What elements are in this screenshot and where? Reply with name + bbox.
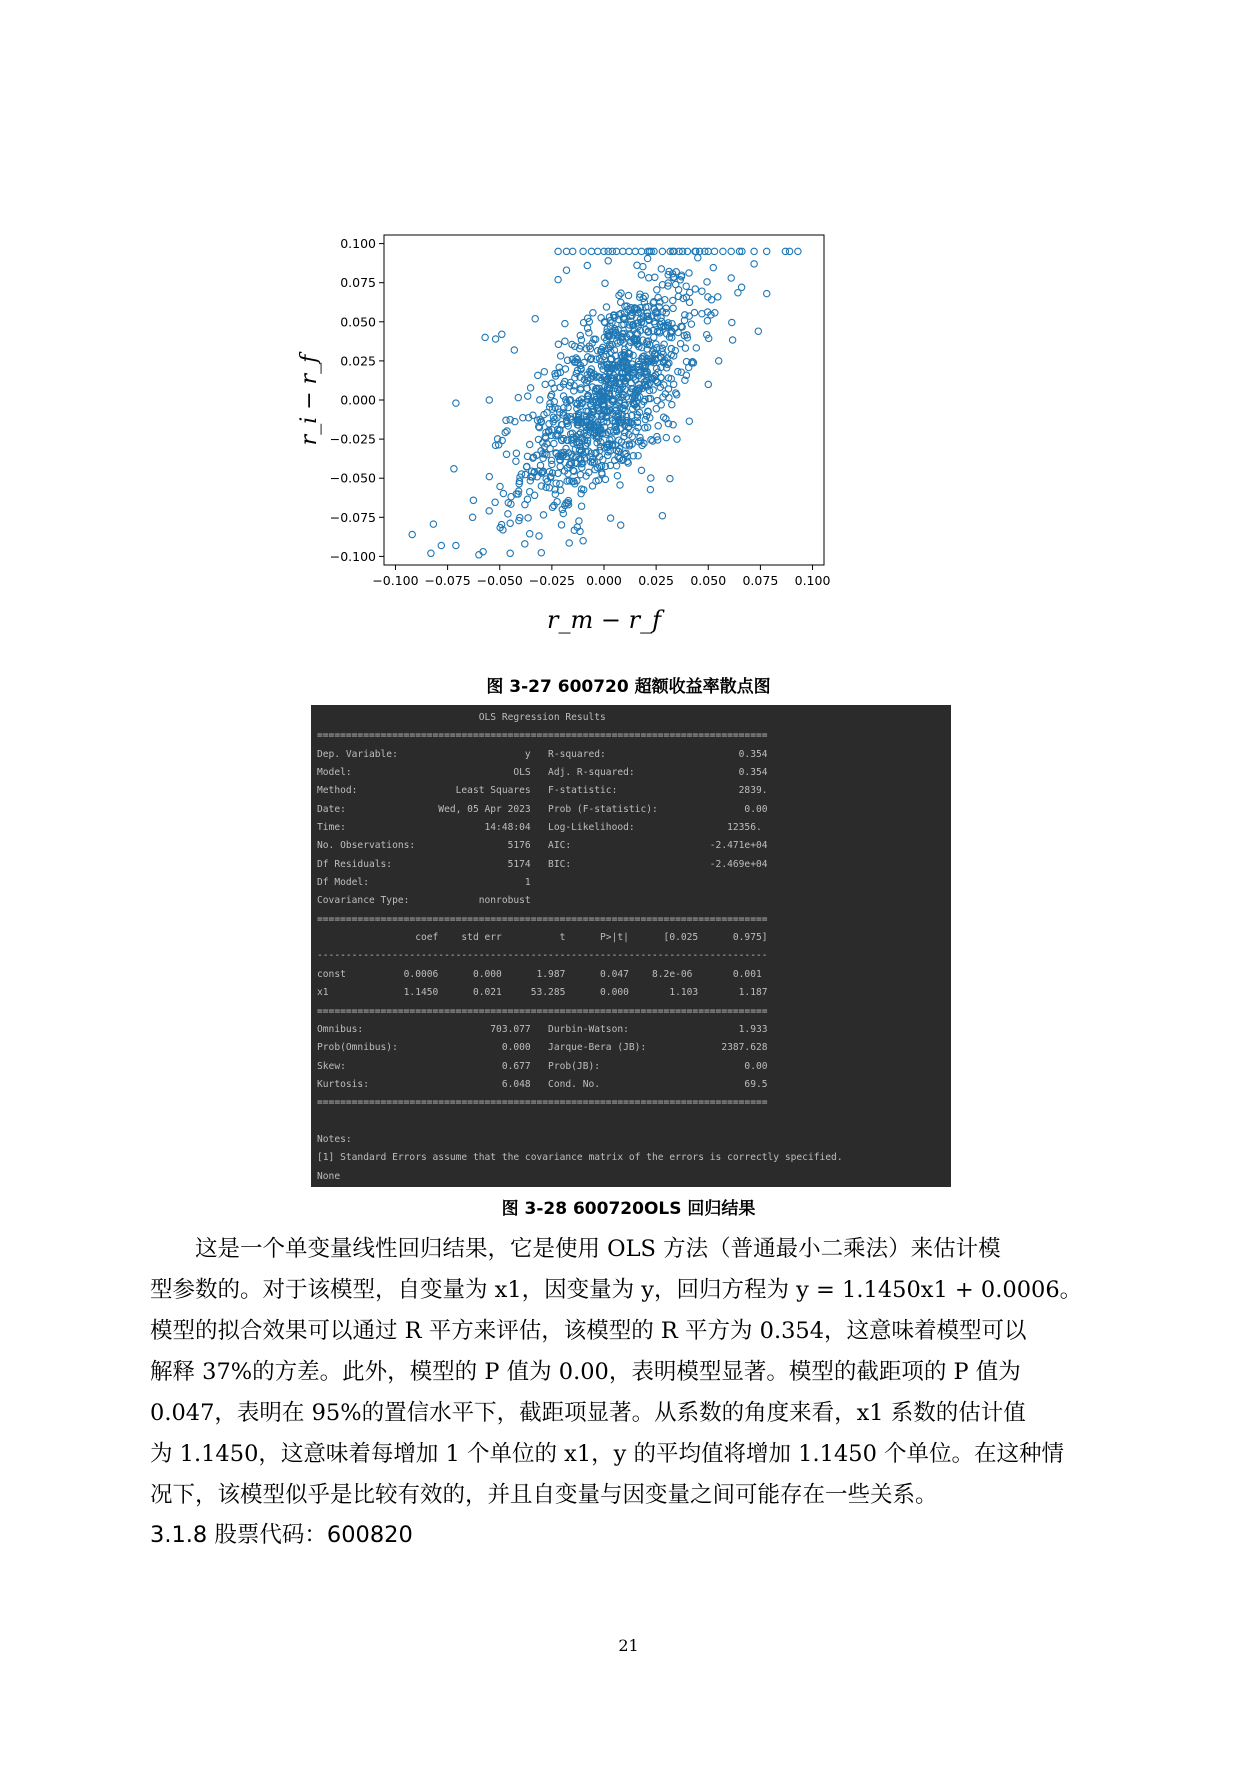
scatter-point xyxy=(659,513,665,519)
scatter-points xyxy=(409,248,801,558)
scatter-point xyxy=(513,458,519,464)
scatter-point xyxy=(644,255,650,261)
paragraph-line: 况下，该模型似乎是比较有效的，并且自变量与因变量之间可能存在一些关系。 xyxy=(150,1482,938,1508)
scatter-point xyxy=(527,441,533,447)
scatter-point xyxy=(632,248,638,254)
scatter-point xyxy=(695,255,701,261)
x-axis-label: r_m − r_f xyxy=(547,606,661,634)
ols-line: x1 1.1450 0.021 53.285 0.000 1.103 1.187 xyxy=(317,987,768,999)
scatter-point xyxy=(492,499,498,505)
scatter-point xyxy=(658,375,664,381)
scatter-point xyxy=(428,550,434,556)
x-axis xyxy=(372,565,830,588)
ols-regression-output xyxy=(311,705,951,1187)
ols-line: const 0.0006 0.000 1.987 0.047 8.2e-06 0.001 xyxy=(317,968,762,980)
scatter-point xyxy=(566,540,572,546)
scatter-point xyxy=(669,401,675,407)
figure-caption-3-27: 图 3-27 600720 超额收益率散点图 xyxy=(486,677,771,697)
scatter-point xyxy=(652,274,658,280)
paragraph-line: 0.047，表明在 95%的置信水平下，截距项显著。从系数的角度来看，x1 系数的估计值 xyxy=(150,1400,1026,1426)
scatter-point xyxy=(704,279,710,285)
section-heading: 3.1.8 股票代码：600820 xyxy=(150,1522,413,1548)
scatter-point xyxy=(729,337,735,343)
scatter-point xyxy=(716,358,722,364)
ols-line: ------------------------------------------------------------------------------ xyxy=(317,950,768,962)
scatter-point xyxy=(710,264,716,270)
scatter-point xyxy=(658,402,664,408)
scatter-point xyxy=(699,288,705,294)
scatter-point xyxy=(497,483,503,489)
scatter-point xyxy=(555,248,561,254)
ols-line: ============================================================================== xyxy=(317,1097,768,1109)
scatter-point xyxy=(625,292,631,298)
ols-line: Notes: xyxy=(317,1133,352,1145)
scatter-point xyxy=(563,248,569,254)
scatter-point xyxy=(527,531,533,537)
ols-line: Kurtosis: 6.048 Cond. No. 69.5 xyxy=(317,1078,768,1090)
ols-line: Df Model: 1 xyxy=(317,877,768,889)
scatter-point xyxy=(735,290,741,296)
scatter-point xyxy=(638,272,644,278)
scatter-point xyxy=(617,482,623,488)
ols-line: Covariance Type: nonrobust xyxy=(317,895,768,907)
ols-line: Skew: 0.677 Prob(JB): 0.00 xyxy=(317,1060,768,1072)
ols-line: No. Observations: 5176 AIC: -2.471e+04 xyxy=(317,840,768,852)
scatter-point xyxy=(549,461,555,467)
scatter-point xyxy=(590,310,596,316)
scatter-point xyxy=(670,305,676,311)
scatter-point xyxy=(570,248,576,254)
x-tick-label: −0.025 xyxy=(528,573,576,588)
scatter-point xyxy=(651,334,657,340)
y-tick-label: −0.025 xyxy=(329,431,376,447)
scatter-point xyxy=(486,473,492,479)
scatter-point xyxy=(549,504,555,510)
scatter-point xyxy=(686,418,692,424)
scatter-point xyxy=(614,473,620,479)
scatter-point xyxy=(563,267,569,273)
scatter-point xyxy=(607,515,613,521)
y-tick-label: 0.050 xyxy=(340,314,376,330)
scatter-point xyxy=(513,450,519,456)
scatter-point xyxy=(535,436,541,442)
x-tick-label: 0.075 xyxy=(742,573,779,588)
scatter-point xyxy=(525,515,531,521)
scatter-point xyxy=(578,337,584,343)
scatter-point xyxy=(728,248,734,254)
scatter-point xyxy=(536,533,542,539)
scatter-point xyxy=(525,393,531,399)
scatter-point xyxy=(502,429,508,435)
scatter-point xyxy=(603,304,609,310)
scatter-point xyxy=(751,261,757,267)
scatter-point xyxy=(580,538,586,544)
scatter-point xyxy=(613,248,619,254)
scatter-point xyxy=(499,331,505,337)
scatter-point xyxy=(654,287,660,293)
ols-line: Time: 14:48:04 Log-Likelihood: 12356. xyxy=(317,822,762,834)
paragraph-line: 这是一个单变量线性回归结果，它是使用 OLS 方法（普通最小二乘法）来估计模 xyxy=(195,1236,1001,1262)
scatter-point xyxy=(795,248,801,254)
scatter-point xyxy=(507,550,513,556)
scatter-point xyxy=(535,372,541,378)
scatter-point xyxy=(602,280,608,286)
scatter-point xyxy=(522,541,528,547)
figure-caption-3-28: 图 3-28 600720OLS 回归结果 xyxy=(501,1199,756,1219)
x-tick-label: −0.075 xyxy=(424,573,471,588)
scatter-point xyxy=(655,423,661,429)
y-tick-label: −0.075 xyxy=(329,509,376,525)
scatter-point xyxy=(659,248,665,254)
scatter-point xyxy=(626,248,632,254)
scatter-point xyxy=(504,428,510,434)
scatter-point xyxy=(557,481,563,487)
scatter-point xyxy=(764,290,770,296)
ols-line: Omnibus: 703.077 Durbin-Watson: 1.933 xyxy=(317,1023,768,1035)
ols-line: None xyxy=(317,1170,341,1182)
scatter-point xyxy=(654,397,660,403)
x-tick-label: 0.000 xyxy=(586,573,622,588)
scatter-point xyxy=(646,275,652,281)
y-axis xyxy=(330,236,384,564)
ols-line: ============================================================================== xyxy=(317,913,768,925)
scatter-point xyxy=(486,508,492,514)
scatter-point xyxy=(503,417,509,423)
scatter-point xyxy=(555,276,561,282)
paragraph-line: 型参数的。对于该模型，自变量为 x1，因变量为 y，回归方程为 y = 1.1450x1 + 0.0006。 xyxy=(150,1277,1083,1303)
scatter-point xyxy=(560,393,566,399)
ols-line: OLS Regression Results xyxy=(317,712,768,723)
scatter-point xyxy=(522,471,528,477)
paragraph-line: 为 1.1450，这意味着每增加 1 个单位的 x1，y 的平均值将增加 1.1450 个单位。在这种情 xyxy=(150,1441,1065,1467)
scatter-point xyxy=(527,385,533,391)
scatter-point xyxy=(786,248,792,254)
scatter-point xyxy=(451,466,457,472)
scatter-point xyxy=(666,395,672,401)
scatter-point xyxy=(453,400,459,406)
scatter-point xyxy=(677,340,683,346)
ols-line xyxy=(317,1113,945,1131)
scatter-point xyxy=(618,522,624,528)
scatter-point xyxy=(755,328,761,334)
scatter-point xyxy=(729,319,735,325)
scatter-point xyxy=(552,491,558,497)
ols-line: Model: OLS Adj. R-squared: 0.354 xyxy=(317,767,768,779)
scatter-point xyxy=(584,325,590,331)
scatter-point xyxy=(540,512,546,518)
scatter-point xyxy=(751,248,757,254)
scatter-point xyxy=(540,455,546,461)
scatter-point xyxy=(705,381,711,387)
scatter-point xyxy=(640,263,646,269)
scatter-point xyxy=(653,341,659,347)
scatter-point xyxy=(470,497,476,503)
scatter-point xyxy=(686,270,692,276)
scatter-point xyxy=(663,434,669,440)
scatter-point xyxy=(595,248,601,254)
scatter-point xyxy=(648,437,654,443)
scatter-point xyxy=(409,531,415,537)
ols-line: ============================================================================== xyxy=(317,730,768,742)
ols-line: Method: Least Squares F-statistic: 2839. xyxy=(317,785,768,797)
scatter-point xyxy=(728,275,734,281)
scatter-point xyxy=(638,248,644,254)
scatter-point xyxy=(711,248,717,254)
scatter-point xyxy=(562,320,568,326)
y-tick-label: 0.075 xyxy=(340,275,376,291)
scatter-point xyxy=(562,338,568,344)
ols-line: ============================================================================== xyxy=(317,1005,768,1017)
scatter-point xyxy=(577,332,583,338)
scatter-point xyxy=(580,248,586,254)
scatter-point xyxy=(500,490,506,496)
scatter-point xyxy=(691,309,697,315)
y-axis-label: r_i − r_f xyxy=(297,354,322,446)
scatter-point xyxy=(658,266,664,272)
scatter-point xyxy=(688,321,694,327)
scatter-point xyxy=(670,297,676,303)
scatter-point xyxy=(618,299,624,305)
y-tick-label: 0.025 xyxy=(340,353,376,369)
ols-line: Date: Wed, 05 Apr 2023 Prob (F-statistic): 0.00 xyxy=(317,803,768,815)
scatter-point xyxy=(638,467,644,473)
scatter-point xyxy=(486,397,492,403)
ols-line: Df Residuals: 5174 BIC: -2.469e+04 xyxy=(317,858,768,870)
scatter-point xyxy=(578,503,584,509)
ols-line: Prob(Omnibus): 0.000 Jarque-Bera (JB): 2387.628 xyxy=(317,1042,768,1054)
ols-line: [1] Standard Errors assume that the covariance matrix of the errors is correctly specified. xyxy=(317,1152,843,1164)
scatter-point xyxy=(558,522,564,528)
scatter-point xyxy=(492,336,498,342)
page-number: 21 xyxy=(618,1636,639,1655)
scatter-point xyxy=(683,283,689,289)
scatter-point xyxy=(438,542,444,548)
y-tick-label: −0.100 xyxy=(329,548,376,564)
scatter-point xyxy=(522,501,528,507)
body-paragraph xyxy=(150,1229,1112,1516)
scatter-point xyxy=(482,334,488,340)
scatter-chart xyxy=(280,215,920,670)
scatter-point xyxy=(684,248,690,254)
scatter-point xyxy=(704,318,710,324)
ols-line: Dep. Variable: y R-squared: 0.354 xyxy=(317,748,768,760)
scatter-point xyxy=(515,394,521,400)
scatter-point xyxy=(692,286,698,292)
scatter-point xyxy=(537,397,543,403)
scatter-point xyxy=(647,486,653,492)
scatter-point xyxy=(507,520,513,526)
scatter-point xyxy=(503,451,509,457)
scatter-point xyxy=(674,436,680,442)
scatter-point xyxy=(764,248,770,254)
scatter-point xyxy=(620,248,626,254)
scatter-point xyxy=(531,492,537,498)
scatter-point xyxy=(648,475,654,481)
scatter-point xyxy=(523,464,529,470)
scatter-point xyxy=(586,330,592,336)
scatter-point xyxy=(602,476,608,482)
scatter-point xyxy=(505,511,511,517)
scatter-point xyxy=(538,550,544,556)
scatter-point xyxy=(630,453,636,459)
scatter-point xyxy=(693,345,699,351)
y-tick-label: −0.050 xyxy=(329,470,376,486)
x-tick-label: 0.100 xyxy=(794,573,831,588)
scatter-point xyxy=(661,341,667,347)
scatter-point xyxy=(605,258,611,264)
scatter-point xyxy=(650,387,656,393)
paragraph-line: 解释 37%的方差。此外，模型的 P 值为 0.00，表明模型显著。模型的截距项的 P 值为 xyxy=(150,1359,1021,1385)
scatter-point xyxy=(511,347,517,353)
ols-line: coef std err t P>|t| [0.025 0.975] xyxy=(317,932,768,944)
y-tick-label: 0.100 xyxy=(340,236,376,252)
scatter-point xyxy=(634,262,640,268)
scatter-point xyxy=(430,521,436,527)
x-tick-label: 0.025 xyxy=(638,573,675,588)
scatter-point xyxy=(715,294,721,300)
scatter-point xyxy=(588,248,594,254)
x-tick-label: 0.050 xyxy=(690,573,727,588)
x-tick-label: −0.100 xyxy=(372,573,419,588)
scatter-point xyxy=(667,475,673,481)
scatter-point xyxy=(555,341,561,347)
scatter-point xyxy=(720,248,726,254)
scatter-point xyxy=(469,514,475,520)
paragraph-line: 模型的拟合效果可以通过 R 平方来评估，该模型的 R 平方为 0.354，这意味着模型可以 xyxy=(150,1318,1027,1344)
scatter-point xyxy=(453,542,459,548)
scatter-point xyxy=(532,316,538,322)
y-tick-label: 0.000 xyxy=(340,392,376,408)
scatter-point xyxy=(558,353,564,359)
scatter-point xyxy=(584,262,590,268)
scatter-point xyxy=(542,381,548,387)
x-tick-label: −0.050 xyxy=(476,573,523,588)
scatter-point xyxy=(576,518,582,524)
scatter-point xyxy=(541,369,547,375)
